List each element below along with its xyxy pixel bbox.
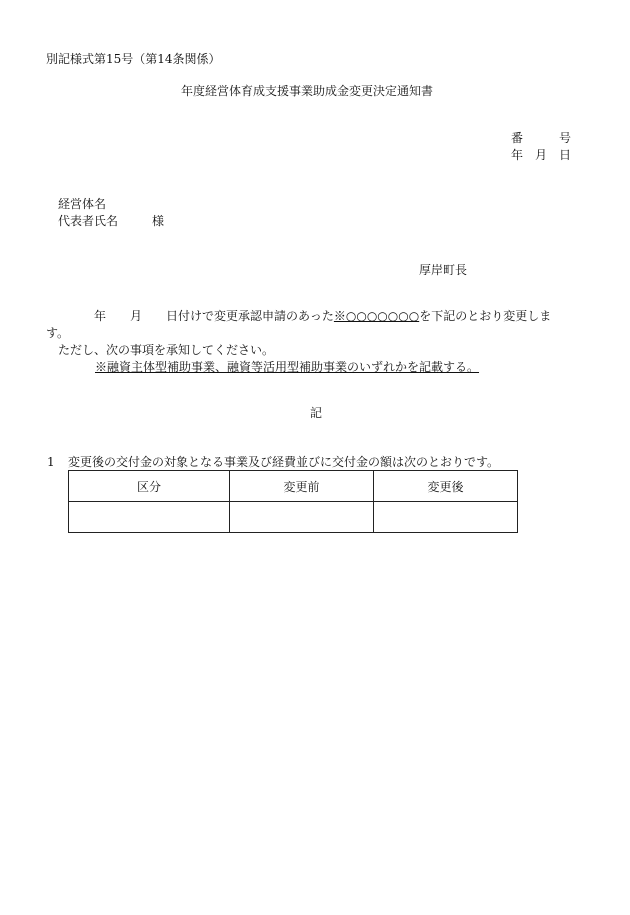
item-1-number: 1: [47, 455, 55, 469]
number-label: 番 号: [511, 131, 572, 145]
table-header-after: 変更後: [374, 471, 518, 502]
table-cell-after: [374, 502, 518, 533]
body-line-1-wrap: す。: [46, 326, 70, 340]
table-header-category: 区分: [69, 471, 230, 502]
table-header-before: 変更前: [230, 471, 374, 502]
item-1-text: 変更後の交付金の対象となる事業及び経費並びに交付金の額は次のとおりです。: [68, 455, 500, 469]
form-reference: 別記様式第15号（第14条関係）: [46, 52, 221, 66]
honorific: 様: [152, 214, 165, 228]
body-change-phrase: を下記のとおり変更しま: [419, 309, 552, 323]
table-header-row: [69, 471, 518, 502]
document-title: 年度経営体育成支援事業助成金変更決定通知書: [181, 84, 434, 98]
table-row: [69, 502, 518, 533]
ki-heading: 記: [310, 406, 323, 420]
body-line-2: ただし、次の事項を承知してください。: [58, 343, 275, 357]
table-cell-category: [69, 502, 230, 533]
body-line-1: [58, 309, 551, 323]
change-table: [68, 470, 518, 533]
program-placeholder: ※○○○○○○○: [333, 309, 420, 323]
table-cell-before: [230, 502, 374, 533]
program-type-note: ※融資主体型補助事業、融資等活用型補助事業のいずれかを記載する。: [95, 360, 480, 374]
issuer: 厚岸町長: [419, 263, 468, 277]
entity-name-label: 経営体名: [58, 197, 107, 211]
representative-name-label: 代表者氏名: [58, 214, 119, 228]
body-date-phrase: 年 月 日付けで変更承認申請のあった: [58, 309, 334, 323]
date-label: 年 月 日: [511, 148, 572, 162]
